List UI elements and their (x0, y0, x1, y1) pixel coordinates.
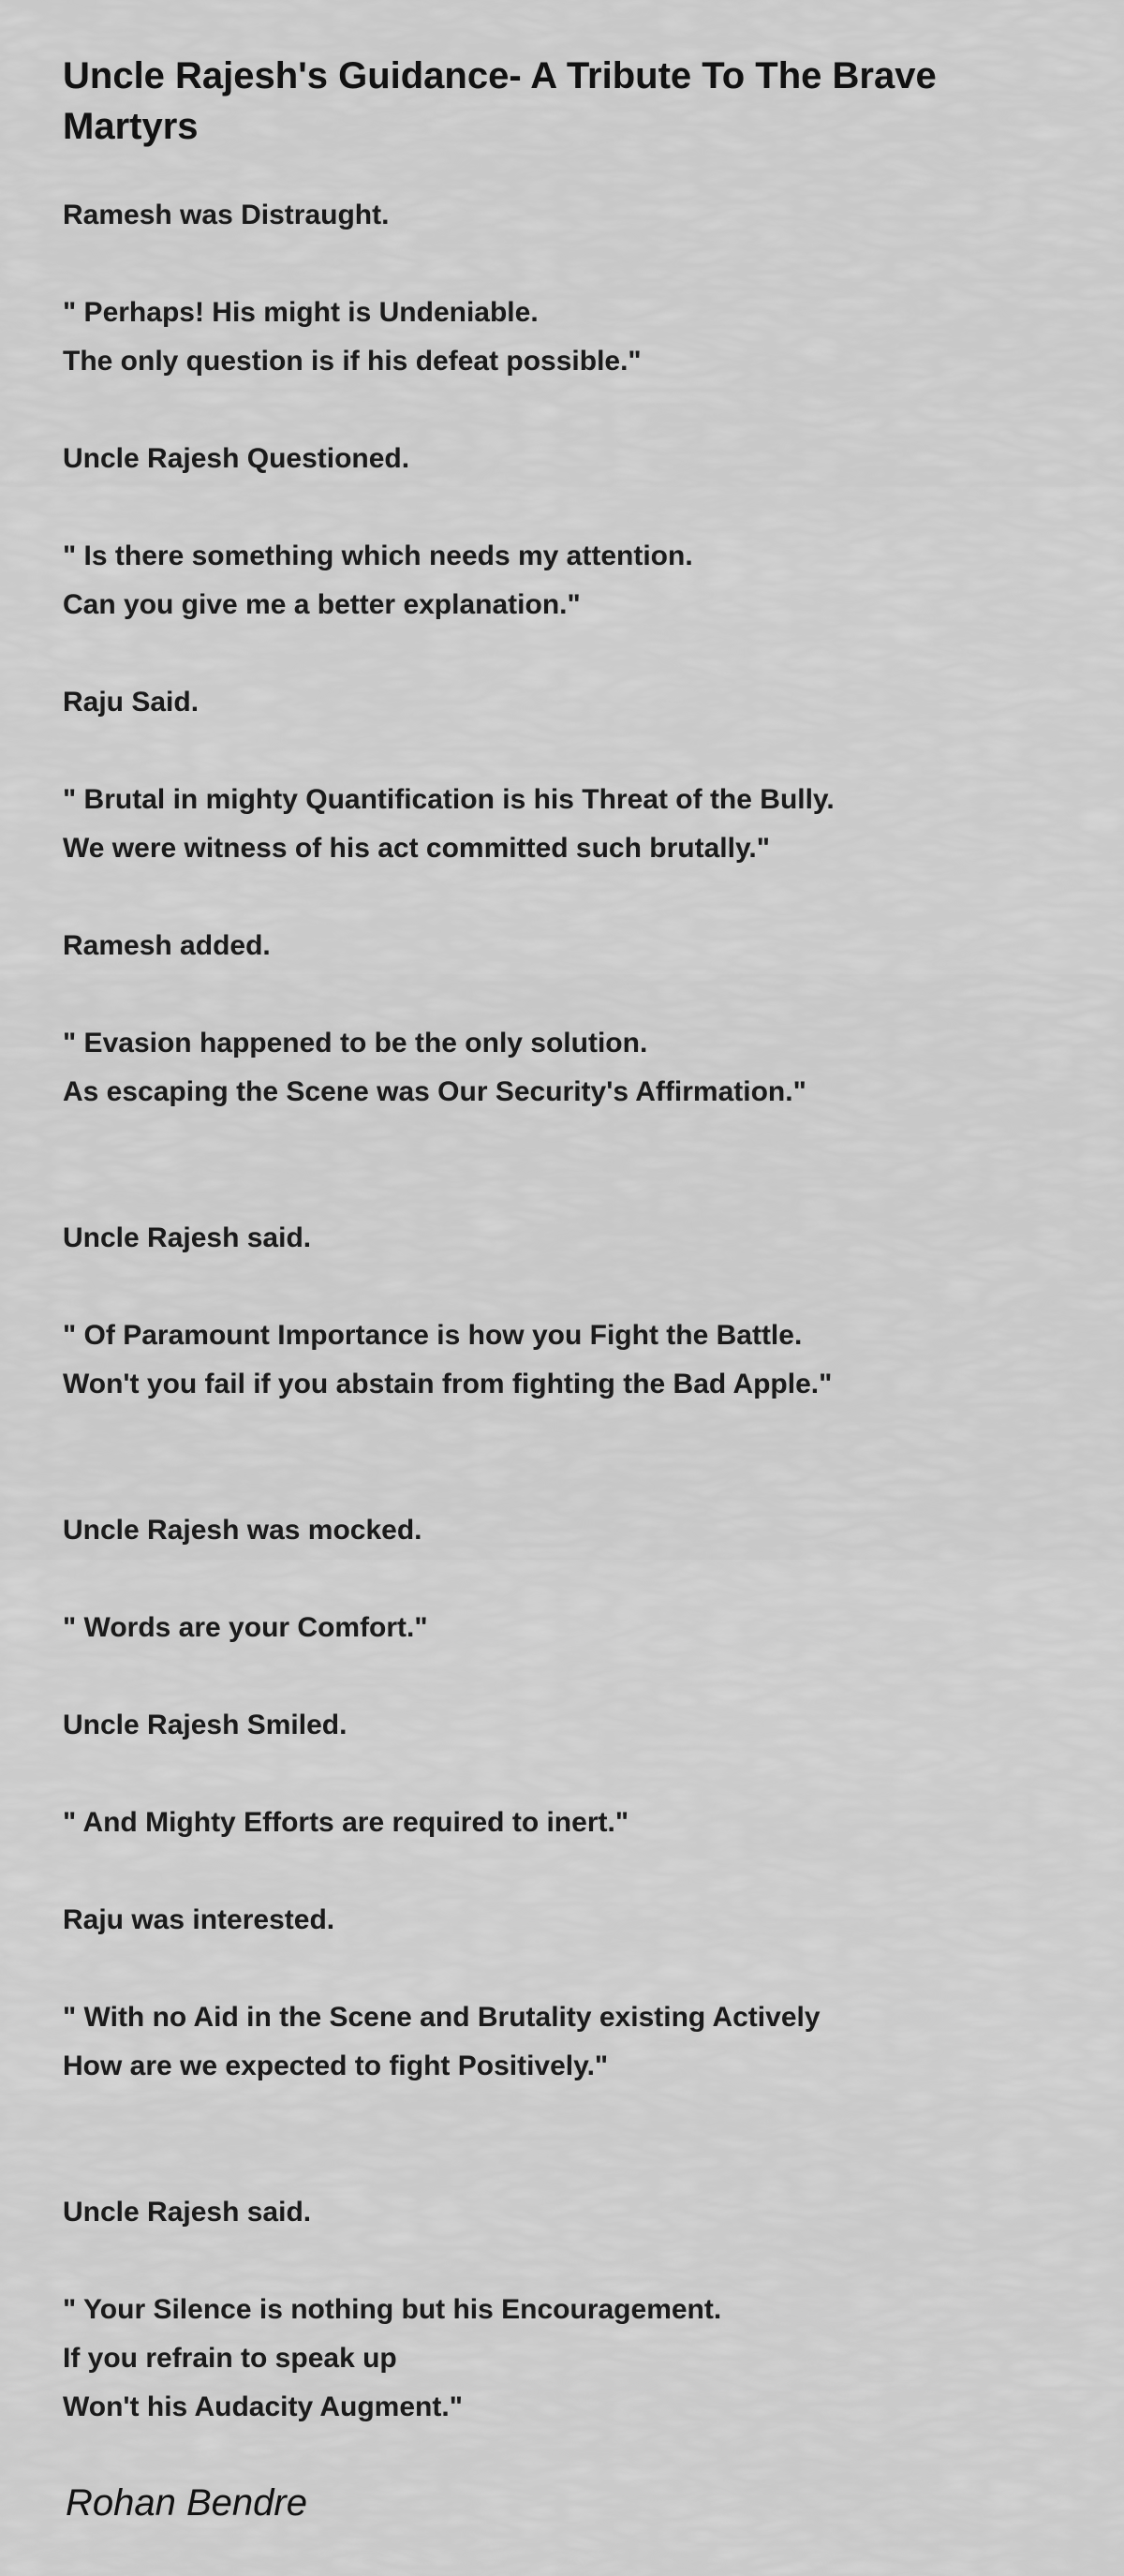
poem-title: Uncle Rajesh's Guidance- A Tribute To The Brave Martyrs (63, 55, 937, 147)
poem-author: Rohan Bendre (66, 2482, 307, 2524)
poem-body: Ramesh was Distraught. " Perhaps! His might is Undeniable. The only question is if his defeat possible." Uncle Rajesh Questioned. " Is there something which needs my attention. Can you give me a better explanation." Raju Said. " Brutal in mighty Quantification is his Threat of the Bully. We were witness of his act committed such brutally." Ramesh added. " Evasion happened to be the only solution. As escaping the Scene was Our Security's Affirmation." Uncle Rajesh said. " Of Paramount Importance is how you Fight the Battle. Won't you fail if you abstain from fighting the Bad Apple." Uncle Rajesh was mocked. " Words are your Comfort." Uncle Rajesh Smiled. " And Mighty Efforts are required to inert." Raju was interested. " With no Aid in the Scene and Brutality existing Actively How are we expected to fight Positively." Uncle Rajesh said. " Your Silence is nothing but his Encouragement. If you refrain to speak up Won't his Audacity Augment." (63, 200, 835, 2422)
